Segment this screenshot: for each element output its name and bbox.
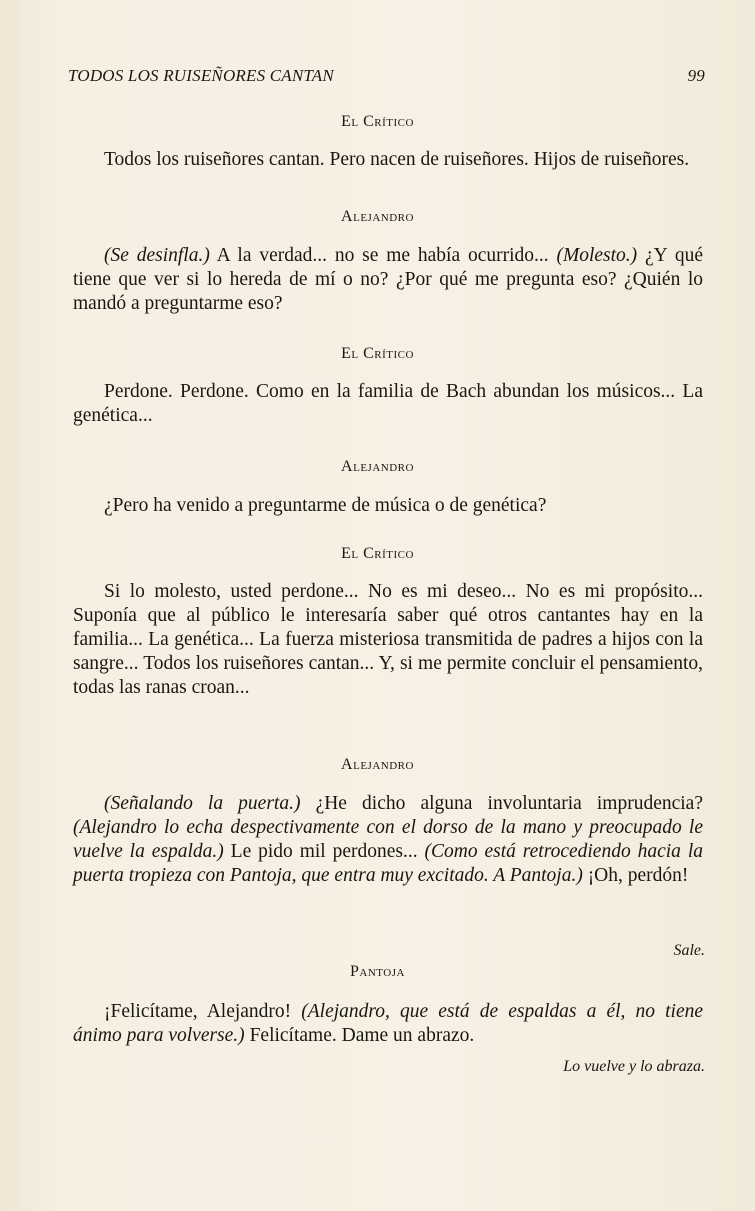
stage-direction: (Se desinfla.) [104,245,210,266]
stage-direction: (Molesto.) [556,245,638,266]
dialogue-paragraph: Perdone. Perdone. Como en la familia de Bach abundan los músicos... La genética... [73,381,703,426]
running-title: TODOS LOS RUISEÑORES CANTAN [68,66,334,85]
speaker-label: Pantoja [350,963,405,980]
dialogue-paragraph: ¿Pero ha venido a preguntarme de música o de genética? [104,495,547,516]
dialogue-paragraph: Si lo molesto, usted perdone... No es mi deseo... No es mi propósito... Suponía que al público le interesaría saber qué otros cantantes hay en la familia... La genética... La fuerza misteriosa transmitida de padres a hijos con la sangre... Todos los ruiseñores cantan... Y, si me permite concluir el pensamiento, todas las ranas croan... [73,581,703,698]
dialogue-paragraph: ¡Felicítame, Alejandro! (Alejandro, que está de espaldas a él, no tiene ánimo para volverse.) Felicítame. Dame un abrazo. [73,1001,704,1046]
dialogue-paragraph: (Señalando la puerta.) ¿He dicho alguna involuntaria imprudencia? (Alejandro lo echa despectivamente con el dorso de la mano y preocupado le vuelve la espalda.) Le pido mil perdones... (Como está retrocediendo hacia la puerta tropieza con Pantoja, que entra muy excitado. A Pantoja.) ¡Oh, perdón! [73,793,703,886]
page-number: 99 [687,66,705,85]
stage-direction-final: Lo vuelve y lo abraza. [563,1058,705,1075]
stage-direction: (Alejandro, que está de espaldas a él, no tiene ánimo para volverse.) [73,1001,704,1046]
speaker-label: El Crítico [341,113,414,130]
speaker-label: Alejandro [341,208,414,225]
stage-direction-exit: Sale. [673,942,705,959]
stage-direction: (Señalando la puerta.) [104,793,301,814]
speaker-label: Alejandro [341,458,414,475]
dialogue-paragraph: Todos los ruiseñores cantan. Pero nacen de ruiseñores. Hijos de ruiseñores. [104,149,690,170]
speaker-label: Alejandro [341,756,414,773]
stage-direction: (Alejandro lo echa despectivamente con el dorso de la mano y preocupado le vuelve la espalda.) [73,817,703,862]
dialogue-paragraph: (Se desinfla.) A la verdad... no se me había ocurrido... (Molesto.) ¿Y qué tiene que ver si lo hereda de mí o no? ¿Por qué me pregunta eso? ¿Quién lo mandó a preguntarme eso? [73,245,703,314]
speaker-label: El Crítico [341,345,414,362]
stage-direction: (Como está retrocediendo hacia la puerta tropieza con Pantoja, que entra muy excitado. A Pantoja.) [73,841,703,886]
speaker-label: El Crítico [341,545,414,562]
running-header [68,66,705,90]
